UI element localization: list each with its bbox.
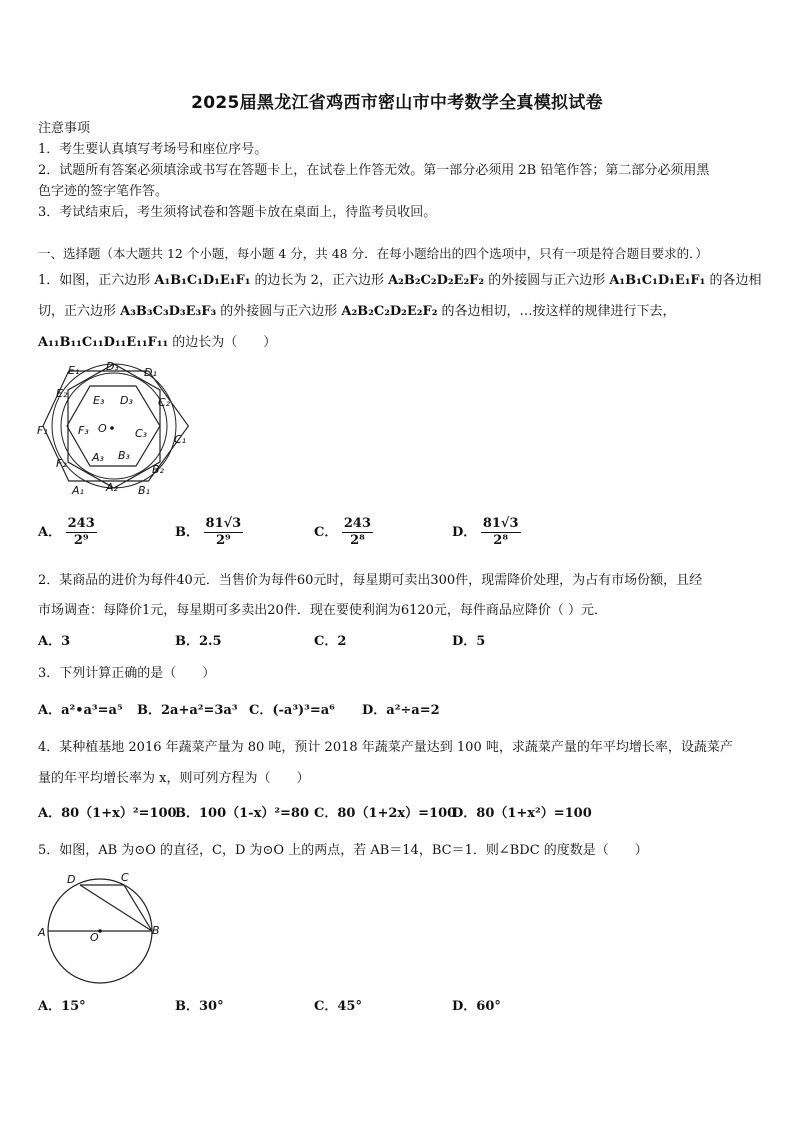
label-C2: C₂ <box>158 396 171 409</box>
page-title: 2025届黑龙江省鸡西市密山市中考数学全真模拟试卷 <box>191 93 603 113</box>
nested-hexagons-figure <box>36 358 196 500</box>
q5-option-a[interactable]: A．15° <box>38 999 86 1014</box>
q4-option-d[interactable]: D．80（1+x²）=100 <box>452 806 592 821</box>
label-F3: F₃ <box>78 424 89 437</box>
hexagon-1-name: A₁B₁C₁D₁E₁F₁ <box>609 273 706 288</box>
fraction: $\frac{81√3}{\text{2⁸}}$ <box>482 516 519 548</box>
label-C1: C₁ <box>174 433 187 446</box>
hexagon-2-name: A₂B₂C₂D₂E₂F₂ <box>388 273 485 288</box>
q1-option-b[interactable]: B． $\frac{81√3}{\text{2⁹}}$ <box>175 516 242 548</box>
circle-figure <box>40 866 170 990</box>
label-O: O <box>98 422 107 435</box>
q1-option-a[interactable]: A． $\frac{243}{\text{2⁹}}$ <box>38 516 95 548</box>
notice-item: 3．考试结束后，考生须将试卷和答题卡放在桌面上，待监考员收回。 <box>38 205 437 220</box>
hexagon-2-name: A₂B₂C₂D₂E₂F₂ <box>341 304 438 319</box>
label-A2: A₂ <box>106 481 118 494</box>
q2-option-c[interactable]: C．2 <box>314 634 347 649</box>
label-A3: A₃ <box>92 451 104 464</box>
label-C: C <box>121 871 129 884</box>
label-B1: B₁ <box>138 484 150 497</box>
chord-cb <box>124 885 152 931</box>
notice-item: 1．考生要认真填写考场号和座位序号。 <box>38 142 268 157</box>
label-D3: D₃ <box>120 394 133 407</box>
q5-stem: 5．如图，AB 为⊙O 的直径，C，D 为⊙O 上的两点，若 AB＝14，BC＝1．则∠BDC 的度数是（ ） <box>38 843 648 858</box>
label-D3-top: D₃ <box>106 360 119 373</box>
label-E2: E₂ <box>56 387 68 400</box>
hexagon-3-name: A₃B₃C₃D₃E₃F₃ <box>120 304 217 319</box>
q3-option-c[interactable]: C．(-a³)³=a⁶ <box>249 703 335 718</box>
q1-line3: A₁₁B₁₁C₁₁D₁₁E₁₁F₁₁ 的边长为（ ） <box>38 335 277 350</box>
q2-line2: 市场调查：每降价1元，每星期可多卖出20件．现在要使利润为6120元，每件商品应降价（ ）元． <box>38 603 608 618</box>
q4-line2: 量的年平均增长率为 x，则可列方程为（ ） <box>38 771 310 786</box>
q3-option-b[interactable]: B．2a+a²=3a³ <box>137 703 238 718</box>
fraction: $\frac{81√3}{\text{2⁹}}$ <box>205 516 242 548</box>
section-header: 一、选择题（本大题共 12 个小题，每小题 4 分，共 48 分．在每小题给出的四个选项中，只有一项是符合题目要求的．） <box>38 246 708 261</box>
q3-option-a[interactable]: A．a²•a³=a⁵ <box>38 703 123 718</box>
label-C3: C₃ <box>135 427 148 440</box>
label-B2: B₂ <box>152 463 164 476</box>
q4-option-a[interactable]: A．80（1+x）²=100 <box>38 806 177 821</box>
label-A: A <box>38 926 46 939</box>
fraction: $\frac{243}{\text{2⁹}}$ <box>67 516 95 548</box>
q2-option-d[interactable]: D．5 <box>452 634 486 649</box>
q1-option-c[interactable]: C． $\frac{243}{\text{2⁸}}$ <box>314 516 372 548</box>
label-A1: A₁ <box>72 484 84 497</box>
label-B: B <box>152 924 160 937</box>
label-O: O <box>90 931 99 944</box>
q5-option-d[interactable]: D．60° <box>452 999 501 1014</box>
q4-line1: 4．某种植基地 2016 年蔬菜产量为 80 吨，预计 2018 年蔬菜产量达到 100 吨，求蔬菜产量的年平均增长率，设蔬菜产 <box>38 740 733 755</box>
q2-line1: 2．某商品的进价为每件40元．当售价为每件60元时，每星期可卖出300件，现需降价处理，为占有市场份额，且经 <box>38 573 703 588</box>
q3-option-d[interactable]: D．a²÷a=2 <box>362 703 440 718</box>
q3-stem: 3．下列计算正确的是（ ） <box>38 666 216 681</box>
label-D1: D₁ <box>144 366 157 379</box>
hexagon-11-name: A₁₁B₁₁C₁₁D₁₁E₁₁F₁₁ <box>38 335 169 350</box>
q4-option-c[interactable]: C．80（1+2x）=100 <box>314 806 457 821</box>
center-point <box>110 426 114 430</box>
q5-option-c[interactable]: C．45° <box>314 999 362 1014</box>
chord-db <box>80 885 152 931</box>
label-E3: E₃ <box>93 394 105 407</box>
q1-line1: 1．如图，正六边形 A₁B₁C₁D₁E₁F₁ 的边长为 2，正六边形 A₂B₂C₂D₂E₂F₂ 的外接圆与正六边形 A₁B₁C₁D₁E₁F₁ 的各边相 <box>38 273 762 288</box>
label-F1: F₁ <box>37 424 48 437</box>
q1-option-d[interactable]: D． $\frac{81√3}{\text{2⁸}}$ <box>452 516 519 548</box>
q4-option-b[interactable]: B．100（1-x）²=80 <box>175 806 309 821</box>
label-B3: B₃ <box>118 449 130 462</box>
q5-option-b[interactable]: B．30° <box>175 999 224 1014</box>
q2-option-b[interactable]: B．2.5 <box>175 634 222 649</box>
notice-item: 2．试题所有答案必须填涂或书写在答题卡上，在试卷上作答无效。第一部分必须用 2B 铅笔作答；第二部分必须用黑 <box>38 163 710 178</box>
label-F2: F₂ <box>56 457 67 470</box>
q2-option-a[interactable]: A．3 <box>38 634 71 649</box>
hexagon-1-name: A₁B₁C₁D₁E₁F₁ <box>154 273 251 288</box>
notice-heading: 注意事项 <box>38 121 91 136</box>
label-E1: E₁ <box>68 364 80 377</box>
notice-item: 色字迹的签字笔作答。 <box>38 184 169 199</box>
q1-line2: 切，正六边形 A₃B₃C₃D₃E₃F₃ 的外接圆与正六边形 A₂B₂C₂D₂E₂F₂ 的各边相切，…按这样的规律进行下去， <box>38 304 676 319</box>
fraction: $\frac{243}{\text{2⁸}}$ <box>343 516 372 548</box>
label-D: D <box>67 873 76 886</box>
